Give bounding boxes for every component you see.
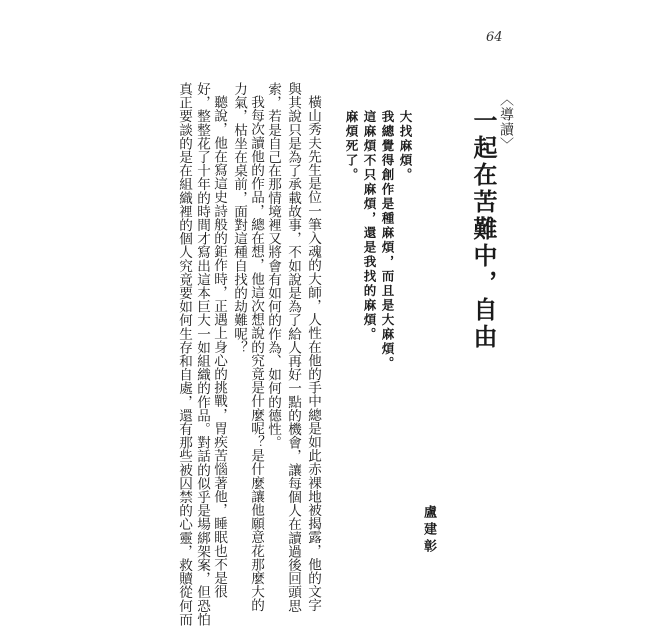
body-line: 我每次讀他的作品，總在想，他這次想說的究竟是什麼呢？是什麼讓他願意花那麼大的 [248, 95, 264, 612]
body-line: 與其說只是為了承載故事，不如說是為了給人再好一點的機會，讓每個人在讀過後回頭思 [285, 82, 301, 613]
page-number: 64 [486, 30, 503, 45]
quote-line: 大找麻煩。 [398, 110, 413, 183]
quote-line: 我總覺得創作是種麻煩，而且是大麻煩。 [380, 110, 395, 371]
section-tag: 〈導讀〉 [498, 92, 514, 152]
quote-line: 這麻煩不只麻煩，還是我找的麻煩。 [362, 110, 377, 342]
body-line: 真正要談的是在組織裡的個人究竟要如何生存和自處，還有那些被囚禁的心靈，救贖從何而 [176, 82, 192, 626]
body-line: 好，整整花了十年的時間才寫出這本巨大一如組織的作品。對話的似乎是場綁架案，但恐怕 [194, 82, 210, 626]
author-name: 盧建彰 [421, 505, 436, 556]
body-line: 聽說，他在寫這史詩般的鉅作時，正遇上身心的挑戰，胃疾苦惱著他，睡眠也不是很 [211, 95, 227, 599]
body-line: 橫山秀夫先生是位一筆入魂的大師，人性在他的手中總是如此赤裸地被揭露，他的文字 [305, 95, 321, 612]
quote-line: 麻煩死了。 [344, 110, 359, 183]
page-title: 一起在苦難中，自由 [469, 108, 498, 351]
body-line: 索，若是自己在那情境裡又將會有如何的作為、如何的德性。 [265, 82, 281, 450]
body-line: 力氣，枯坐在桌前，面對這種自找的劫難呢？ [231, 82, 247, 354]
